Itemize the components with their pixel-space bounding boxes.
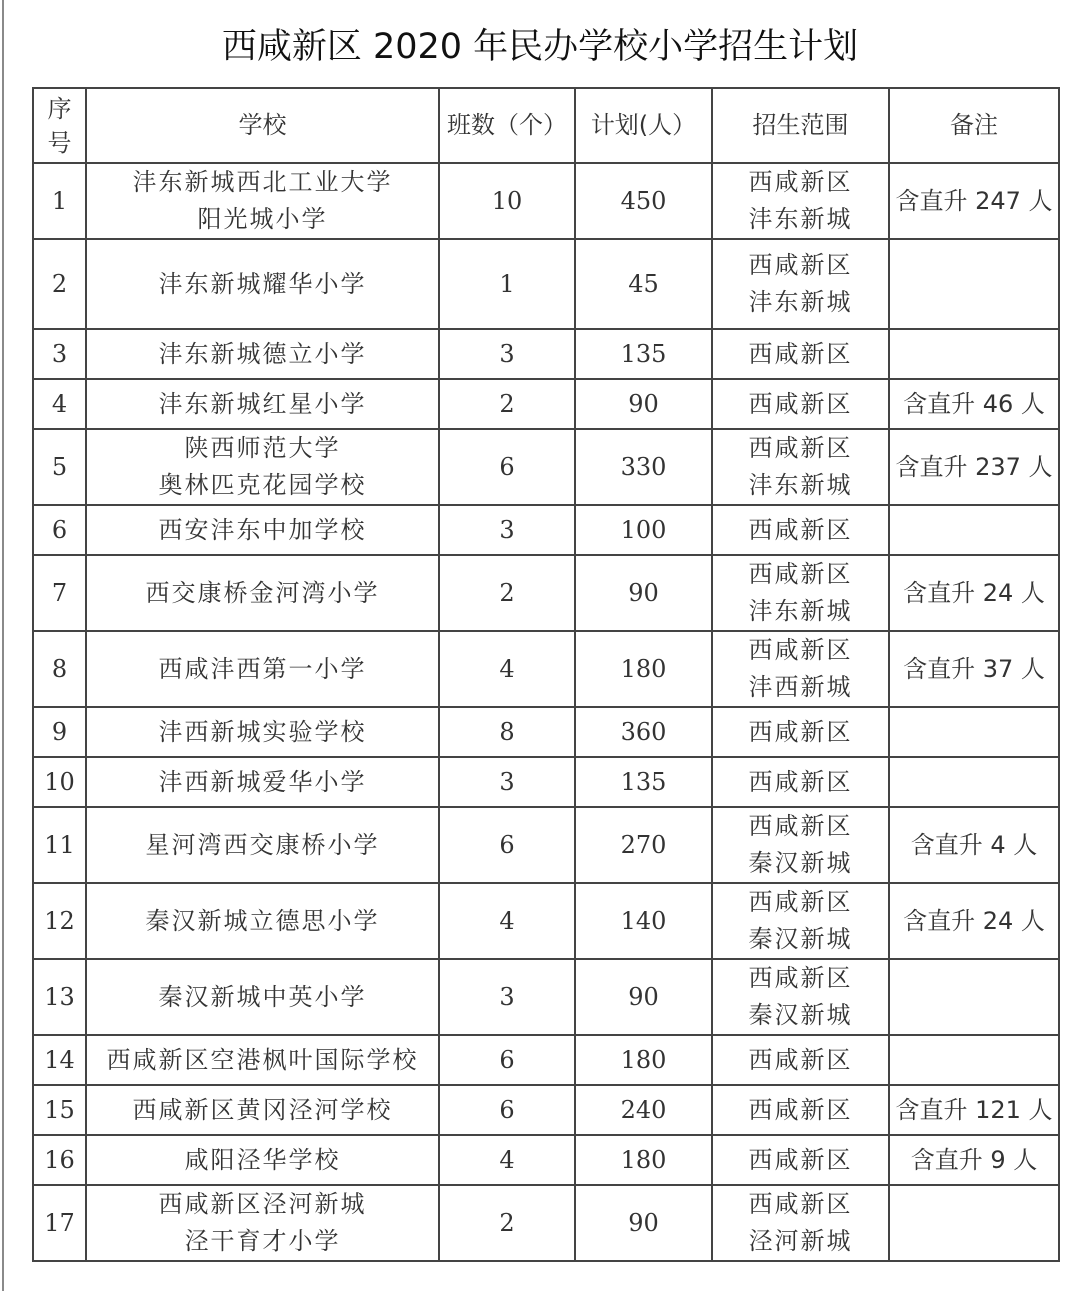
cell-school <box>86 379 439 429</box>
range-line: 西咸新区 <box>748 168 853 196</box>
cell-classes: 10 <box>439 163 575 239</box>
school-name-line: 奥林匹克花园学校 <box>158 471 367 499</box>
cell-no: 16 <box>33 1135 86 1185</box>
cell-plan: 270 <box>575 807 712 883</box>
cell-classes: 2 <box>439 1185 575 1261</box>
school-name-line: 泾干育才小学 <box>184 1227 341 1255</box>
header-no <box>33 88 86 163</box>
range-line: 秦汉新城 <box>748 849 853 877</box>
school-name-line: 沣东新城耀华小学 <box>158 269 367 298</box>
school-name-line: 阳光城小学 <box>197 205 328 233</box>
cell-no: 5 <box>33 429 86 505</box>
cell-school <box>86 163 439 239</box>
cell-range <box>712 631 889 707</box>
table-row <box>33 239 1059 329</box>
range-line: 西咸新区 <box>748 339 853 368</box>
cell-plan: 100 <box>575 505 712 555</box>
cell-range <box>712 757 889 807</box>
range-line: 西咸新区 <box>748 812 853 840</box>
cell-no: 14 <box>33 1035 86 1085</box>
range-line: 沣东新城 <box>748 471 853 499</box>
range-line: 秦汉新城 <box>748 1001 853 1029</box>
school-name-line: 西咸新区黄冈泾河学校 <box>132 1095 393 1124</box>
header-range: 招生范围 <box>712 88 889 163</box>
cell-range <box>712 329 889 379</box>
table-row <box>33 631 1059 707</box>
school-name-line: 陕西师范大学 <box>184 434 341 462</box>
school-name-line: 西咸沣西第一小学 <box>158 654 367 683</box>
cell-note <box>889 959 1059 1035</box>
table-row <box>33 959 1059 1035</box>
range-line: 沣东新城 <box>748 205 853 233</box>
cell-classes: 1 <box>439 239 575 329</box>
cell-no: 13 <box>33 959 86 1035</box>
header-no-line-1: 序 <box>47 94 72 123</box>
school-name-line: 沣西新城实验学校 <box>158 717 367 746</box>
cell-school <box>86 883 439 959</box>
cell-note: 含直升 121 人 <box>889 1085 1059 1135</box>
school-name-line: 咸阳泾华学校 <box>184 1145 341 1174</box>
cell-range <box>712 239 889 329</box>
cell-no: 2 <box>33 239 86 329</box>
range-line: 西咸新区 <box>748 636 853 664</box>
cell-plan: 180 <box>575 1035 712 1085</box>
header-row <box>33 88 1059 163</box>
cell-range <box>712 379 889 429</box>
cell-school <box>86 1135 439 1185</box>
cell-note: 含直升 9 人 <box>889 1135 1059 1185</box>
table-row <box>33 505 1059 555</box>
cell-plan: 90 <box>575 1185 712 1261</box>
school-name-line: 沣西新城爱华小学 <box>158 767 367 796</box>
school-name-line: 星河湾西交康桥小学 <box>145 830 380 859</box>
range-line: 西咸新区 <box>748 560 853 588</box>
cell-range <box>712 429 889 505</box>
cell-classes: 6 <box>439 1035 575 1085</box>
cell-no: 8 <box>33 631 86 707</box>
header-no-line-2: 号 <box>47 128 72 157</box>
range-line: 秦汉新城 <box>748 925 853 953</box>
cell-note: 含直升 24 人 <box>889 555 1059 631</box>
cell-range <box>712 883 889 959</box>
school-name-line: 沣东新城德立小学 <box>158 339 367 368</box>
cell-range <box>712 555 889 631</box>
cell-no: 10 <box>33 757 86 807</box>
page-edge-line <box>2 0 4 1291</box>
cell-range <box>712 959 889 1035</box>
cell-range <box>712 163 889 239</box>
cell-note <box>889 505 1059 555</box>
cell-plan: 90 <box>575 379 712 429</box>
table-row <box>33 429 1059 505</box>
cell-classes: 4 <box>439 1135 575 1185</box>
range-line: 西咸新区 <box>748 251 853 279</box>
table-row <box>33 707 1059 757</box>
header-school: 学校 <box>86 88 439 163</box>
cell-range <box>712 707 889 757</box>
cell-classes: 6 <box>439 807 575 883</box>
cell-note: 含直升 247 人 <box>889 163 1059 239</box>
range-line: 西咸新区 <box>748 434 853 462</box>
cell-note: 含直升 46 人 <box>889 379 1059 429</box>
cell-no: 7 <box>33 555 86 631</box>
cell-note: 含直升 4 人 <box>889 807 1059 883</box>
table-row <box>33 379 1059 429</box>
table-row <box>33 1185 1059 1261</box>
cell-school <box>86 429 439 505</box>
cell-no: 3 <box>33 329 86 379</box>
cell-note: 含直升 37 人 <box>889 631 1059 707</box>
cell-note <box>889 1035 1059 1085</box>
table-row <box>33 1135 1059 1185</box>
cell-classes: 3 <box>439 329 575 379</box>
cell-range <box>712 1035 889 1085</box>
cell-note <box>889 757 1059 807</box>
cell-plan: 360 <box>575 707 712 757</box>
table-row <box>33 329 1059 379</box>
range-line: 沣东新城 <box>748 597 853 625</box>
table-row <box>33 1035 1059 1085</box>
cell-range <box>712 1085 889 1135</box>
cell-classes: 4 <box>439 631 575 707</box>
cell-plan: 90 <box>575 959 712 1035</box>
table-row <box>33 883 1059 959</box>
cell-classes: 3 <box>439 505 575 555</box>
header-plan: 计划(人） <box>575 88 712 163</box>
cell-plan: 450 <box>575 163 712 239</box>
cell-no: 9 <box>33 707 86 757</box>
cell-range <box>712 1135 889 1185</box>
cell-no: 15 <box>33 1085 86 1135</box>
cell-school <box>86 959 439 1035</box>
range-line: 西咸新区 <box>748 1145 853 1174</box>
cell-plan: 240 <box>575 1085 712 1135</box>
range-line: 沣东新城 <box>748 288 853 316</box>
cell-classes: 2 <box>439 379 575 429</box>
cell-note <box>889 329 1059 379</box>
range-line: 泾河新城 <box>748 1227 853 1255</box>
cell-note <box>889 239 1059 329</box>
cell-classes: 3 <box>439 757 575 807</box>
cell-plan: 180 <box>575 1135 712 1185</box>
range-line: 西咸新区 <box>748 767 853 796</box>
cell-plan: 45 <box>575 239 712 329</box>
document-title: 西咸新区 2020 年民办学校小学招生计划 <box>221 27 859 67</box>
range-line: 西咸新区 <box>748 964 853 992</box>
cell-plan: 90 <box>575 555 712 631</box>
cell-note <box>889 1185 1059 1261</box>
cell-range <box>712 1185 889 1261</box>
school-name-line: 秦汉新城中英小学 <box>158 982 367 1011</box>
school-name-line: 西咸新区泾河新城 <box>158 1190 367 1218</box>
cell-plan: 135 <box>575 757 712 807</box>
range-line: 西咸新区 <box>748 717 853 746</box>
table-row <box>33 807 1059 883</box>
range-line: 西咸新区 <box>748 515 853 544</box>
cell-school <box>86 329 439 379</box>
cell-school <box>86 631 439 707</box>
cell-school <box>86 757 439 807</box>
cell-classes: 6 <box>439 1085 575 1135</box>
cell-school <box>86 807 439 883</box>
cell-plan: 135 <box>575 329 712 379</box>
cell-classes: 6 <box>439 429 575 505</box>
range-line: 西咸新区 <box>748 1190 853 1218</box>
cell-no: 12 <box>33 883 86 959</box>
cell-range <box>712 505 889 555</box>
cell-classes: 3 <box>439 959 575 1035</box>
cell-classes: 8 <box>439 707 575 757</box>
table-row <box>33 1085 1059 1135</box>
school-name-line: 西安沣东中加学校 <box>158 515 367 544</box>
table-row <box>33 163 1059 239</box>
school-name-line: 西交康桥金河湾小学 <box>145 578 380 607</box>
cell-school <box>86 555 439 631</box>
table-body <box>33 163 1059 1261</box>
range-line: 沣西新城 <box>748 673 853 701</box>
range-line: 西咸新区 <box>748 389 853 418</box>
cell-school <box>86 505 439 555</box>
school-name-line: 西咸新区空港枫叶国际学校 <box>106 1045 419 1074</box>
table-row <box>33 555 1059 631</box>
school-name-line: 沣东新城西北工业大学 <box>132 168 393 196</box>
enrollment-plan-table <box>32 87 1060 1262</box>
cell-range <box>712 807 889 883</box>
school-name-line: 沣东新城红星小学 <box>158 389 367 418</box>
cell-classes: 4 <box>439 883 575 959</box>
cell-school <box>86 239 439 329</box>
cell-note: 含直升 237 人 <box>889 429 1059 505</box>
cell-no: 4 <box>33 379 86 429</box>
header-note: 备注 <box>889 88 1059 163</box>
cell-plan: 180 <box>575 631 712 707</box>
cell-school <box>86 1035 439 1085</box>
cell-school <box>86 1185 439 1261</box>
cell-classes: 2 <box>439 555 575 631</box>
table-row <box>33 757 1059 807</box>
cell-school <box>86 1085 439 1135</box>
cell-plan: 140 <box>575 883 712 959</box>
range-line: 西咸新区 <box>748 1045 853 1074</box>
cell-no: 1 <box>33 163 86 239</box>
cell-school <box>86 707 439 757</box>
cell-plan: 330 <box>575 429 712 505</box>
cell-no: 17 <box>33 1185 86 1261</box>
header-classes: 班数（个） <box>439 88 575 163</box>
cell-note <box>889 707 1059 757</box>
range-line: 西咸新区 <box>748 1095 853 1124</box>
cell-no: 11 <box>33 807 86 883</box>
school-name-line: 秦汉新城立德思小学 <box>145 906 380 935</box>
range-line: 西咸新区 <box>748 888 853 916</box>
cell-note: 含直升 24 人 <box>889 883 1059 959</box>
cell-no: 6 <box>33 505 86 555</box>
